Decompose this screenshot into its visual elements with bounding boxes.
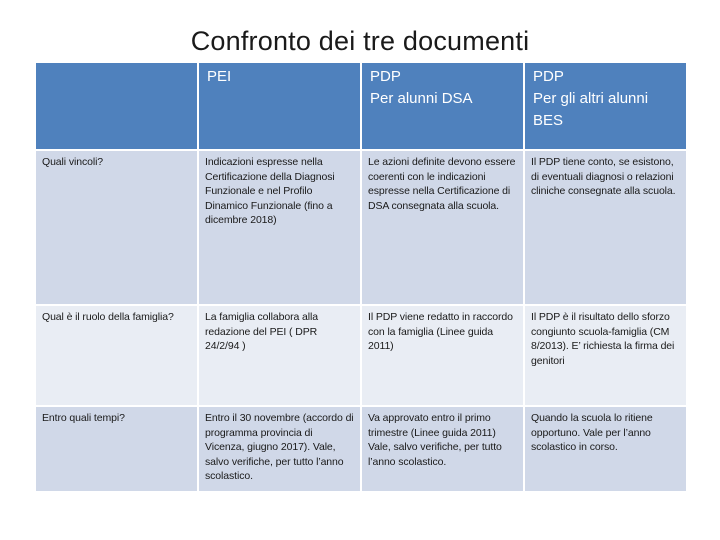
cell-pei: La famiglia collabora alla redazione del PEI ( DPR 24/2/94 ): [199, 306, 360, 405]
row-question: Entro quali tempi?: [36, 407, 197, 491]
cell-pdp-dsa: Le azioni definite devono essere coerenti con le indicazioni espresse nella Certificazione di DSA consegnata alla scuola.: [362, 151, 523, 304]
row-question: Qual è il ruolo della famiglia?: [36, 306, 197, 405]
cell-pdp-bes: Il PDP tiene conto, se esistono, di eventuali diagnosi o relazioni cliniche consegnate alla scuola.: [525, 151, 686, 304]
header-pdp-dsa: PDP Per alunni DSA: [362, 63, 523, 149]
table-row: [36, 151, 686, 304]
cell-pdp-dsa: Il PDP viene redatto in raccordo con la famiglia (Linee guida 2011): [362, 306, 523, 405]
table-row: [36, 407, 686, 491]
table-row: [36, 306, 686, 405]
header-row: [36, 63, 686, 149]
cell-pei: Indicazioni espresse nella Certificazione della Diagnosi Funzionale e nel Profilo Dinamico Funzionale (fino a dicembre 2018): [199, 151, 360, 304]
cell-pei: Entro il 30 novembre (accordo di programma provincia di Vicenza, giugno 2017). Vale, salvo verifiche, per tutto l’anno scolastico.: [199, 407, 360, 491]
row-question: Quali vincoli?: [36, 151, 197, 304]
cell-pdp-bes: Quando la scuola lo ritiene opportuno. Vale per l’anno scolastico in corso.: [525, 407, 686, 491]
header-empty: [36, 63, 197, 149]
cell-pdp-bes: Il PDP è il risultato dello sforzo congiunto scuola-famiglia (CM 8/2013). E’ richiesta la firma dei genitori: [525, 306, 686, 405]
header-pdp-bes: PDP Per gli altri alunni BES: [525, 63, 686, 149]
slide-title: Confronto dei tre documenti: [190, 26, 530, 56]
header-pei: PEI: [199, 63, 360, 149]
comparison-table: [34, 61, 688, 493]
cell-pdp-dsa: Va approvato entro il primo trimestre (Linee guida 2011) Vale, salvo verifiche, per tutto l’anno scolastico.: [362, 407, 523, 491]
